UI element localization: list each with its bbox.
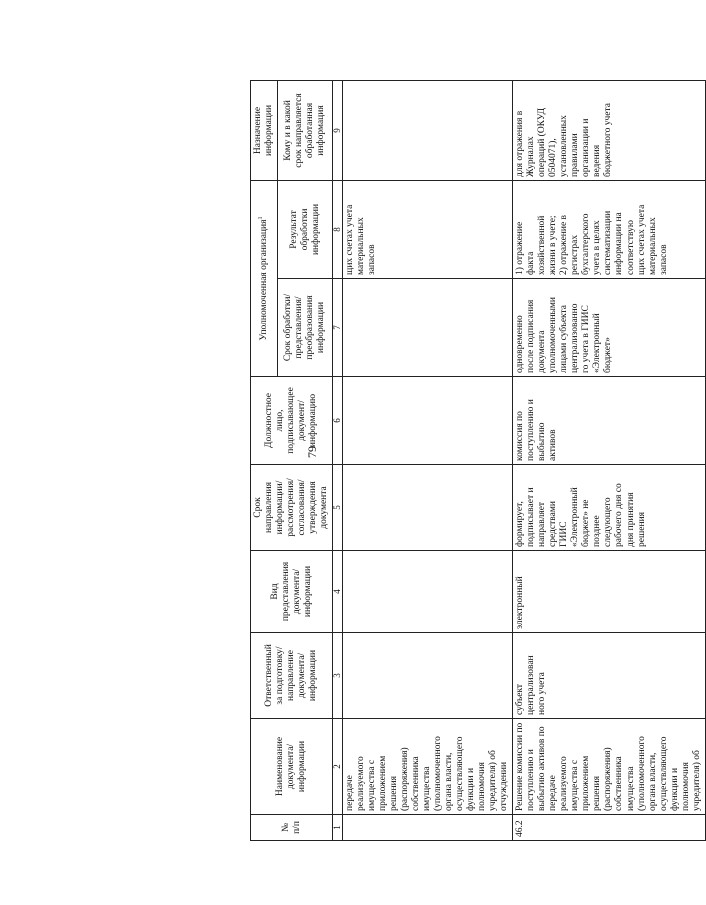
footnote-marker: 1 <box>257 216 264 220</box>
row-462-recipient-term: для отражения в Журналах операций (ОКУД 0504071), установленных правилами организации и ведения бюджетного учета <box>513 80 705 180</box>
column-number: 3 <box>333 633 343 719</box>
header-responsible: Ответственный за подготовку/ направление документа/ информации <box>251 633 333 719</box>
column-number: 6 <box>333 377 343 465</box>
column-number: 4 <box>333 551 343 633</box>
column-number: 8 <box>333 180 343 278</box>
table-row-continued <box>343 80 513 840</box>
column-number: 9 <box>333 80 343 180</box>
rotated-table-wrapper <box>250 81 702 841</box>
header-presentation-type: Вид представления документа/ информации <box>251 551 333 633</box>
row-cont-processing-term <box>343 279 513 377</box>
header-row-1 <box>251 80 278 840</box>
header-processing-result: Результат обработки информации <box>278 180 333 278</box>
row-462-signing-official: комиссия по поступлению и выбытию активов <box>513 377 705 465</box>
header-recipient-term: Кому и в какой срок направляется обработанная информация <box>278 80 333 180</box>
row-462-responsible: субъект централизован ного учета <box>513 633 705 719</box>
document-table <box>250 80 706 841</box>
row-462-document-name: Решение комиссии по поступлению и выбытию активов по передаче реализуемого имущества с приложением решения (распоряжения) собственника имущества (уполномоченного органа власти, осуществляющего функции и полномочия учредителя) об <box>513 719 705 815</box>
row-cont-recipient-term <box>343 80 513 180</box>
row-462-presentation-type: электронный <box>513 551 705 633</box>
column-number: 5 <box>333 465 343 551</box>
table-row-46-2 <box>513 80 705 840</box>
row-cont-signing-official <box>343 377 513 465</box>
header-processing-term: Срок обработки/ представления/ преобразования информации <box>278 279 333 377</box>
row-462-direction-term: формирует, подписывает и направляет средствами ГИИС «Электронный бюджет» не позднее следующего рабочего дня со дня принятия решения <box>513 465 705 551</box>
header-document-name: Наименование документа/ информации <box>251 719 333 815</box>
row-cont-document-name: передаче реализуемого имущества с приложением решения (распоряжения) собственника имущества (уполномоченного органа власти, осуществляющего функции и полномочия учредителя) об отчуждении <box>343 719 513 815</box>
row-462-processing-result: 1) отражение факта хозяйственной жизни в учете; 2) отражение в регистрах бухгалтерского учета в целях систематизации информации на соответствую щих счетах учета материальных запасов <box>513 180 705 278</box>
row-cont-number <box>343 815 513 841</box>
header-signing-official: Должностное лицо, подписывающее документ/ информацию <box>251 377 333 465</box>
row-462-processing-term: одновременно после подписания документа уполномоченными лицами субъекта централизованно го учета в ГИИС «Электронный бюджет» <box>513 279 705 377</box>
column-number: 1 <box>333 815 343 841</box>
row-462-number: 46.2 <box>513 815 705 841</box>
column-number-row <box>333 80 343 840</box>
row-cont-responsible <box>343 633 513 719</box>
row-cont-presentation-type <box>343 551 513 633</box>
header-information-purpose: Назначение информации <box>251 80 278 180</box>
row-cont-direction-term <box>343 465 513 551</box>
page-number: 79 <box>305 446 319 458</box>
header-authorized-organization: Уполномоченная организация$^1$ <box>251 180 278 376</box>
column-number: 7 <box>333 279 343 377</box>
header-number: № п/п <box>251 815 333 841</box>
row-cont-processing-result: щих счетах учета материальных запасов <box>343 180 513 278</box>
header-direction-term: Срок направления информации/ рассмотрения/ согласования/ утверждения документа <box>251 465 333 551</box>
column-number: 2 <box>333 719 343 815</box>
